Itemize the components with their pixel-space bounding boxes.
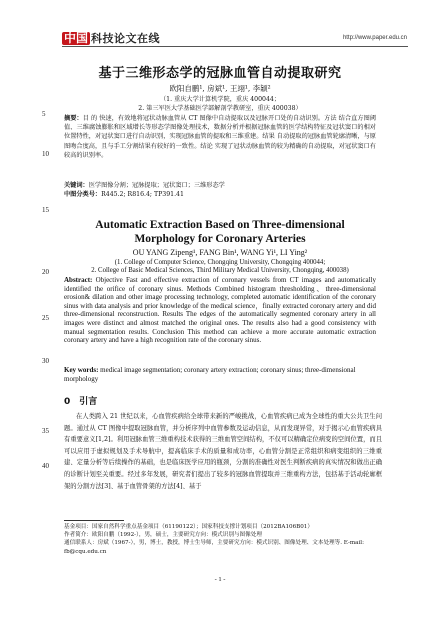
footnote-funding: 基金项目：国家自然科学重点基金项目（61190122）；国家科技支撑计划项目（2012BA106B01） xyxy=(64,524,313,530)
affiliation-en-1: (1. College of Computer Science, Chongqing University, Chongqing 400044; xyxy=(114,259,326,266)
affiliation-en-2: 2. College of Basic Medical Sciences, Third Military Medical University, Chongqing, 400038) xyxy=(91,267,349,274)
keywords-cn-text: 医学图像分割；冠脉提取；冠状窦口；三维形态学 xyxy=(88,182,225,189)
affiliation-cn-1: （1. 重庆大学计算机学院，重庆 400044； xyxy=(159,96,281,103)
affiliation-cn-2: 2. 第三军医大学基础医学部解剖学教研室，重庆 400038） xyxy=(138,105,302,112)
abstract-cn xyxy=(64,114,376,160)
keywords-cn xyxy=(64,180,384,189)
footnote-divider xyxy=(64,520,124,521)
title-en xyxy=(0,218,440,246)
page-number: - 1 - xyxy=(214,576,226,583)
keywords-cn-label: 关键词： xyxy=(64,182,89,189)
abstract-cn-label: 摘要： xyxy=(64,115,83,122)
keywords-en xyxy=(64,366,376,383)
logo-text: 科技论文在线 xyxy=(91,32,161,45)
abstract-en-text: Objective Fast and effective extraction of coronary vessels from CT images and automatically identified the orifice of coronary sinus. Methods Combined histogram thresholding、three-dimensional erosion& dilation and other image processing technology, completed automatic identification of the coronary sinus with data analysis and prior knowledge of the medical science，finally extracted coronary artery and did three-dimensional reconstruction. Results The edges of the automatically segmented coronary artery in all images were distinct and almost matched the original ones. The results also had a good consistency with manual segmentation results. Conclusion This method can achieve a more accurate automatic extraction coronary artery and have a high recognition rate of the coronary sinus. xyxy=(64,276,377,345)
line-number: 15 xyxy=(42,206,49,214)
title-en-line-1: Automatic Extraction Based on Three-dimensional xyxy=(95,219,345,231)
classification-cn xyxy=(64,189,384,198)
site-url[interactable]: http://www.paper.edu.cn xyxy=(342,35,407,41)
intro-paragraph: 在人类跨入 21 世纪以来，心血管疾病给全球带来新的严峻挑战，心血管疾病已成为全球性的重大公共卫生问题。通过从 CT 图像中提取冠脉血管，并分析序列中血管参数及运动信息，从而发现异常，对于揭示心血管疾病具有重要意义[1,2]。利用冠脉血管三维重构技术获得的三维血管空间结构，不仅可以精确定位病变的空间位置，而且可以应用于虚拟规划及手术导航中，提高临床手术的质量和成功率，心血管分割是正常组织和病变组织的三维重建、定量分析等后续操作的基础，也是临床医学应用的瓶颈，分割的准确性对医生判断疾病的真实情况和做出正确的诊断计划至关重要。经过多年发展，研究者们提出了较多的冠脉血管提取并三维重构方法，包括基于活动轮廓框架的分割方法[3]、基于血管骨架的方法[4]、基于 xyxy=(64,413,382,490)
title-cn: 基于三维形态学的冠脉血管自动提取研究 xyxy=(98,66,342,81)
footnotes xyxy=(64,523,382,556)
authors-cn: 欧阳自鹏¹, 房斌¹, 王翊¹, 李颖² xyxy=(169,84,271,93)
line-number: 25 xyxy=(42,314,49,322)
abstract-en xyxy=(64,276,376,345)
logo-mark: 中国 xyxy=(64,30,89,45)
footnote-correspondence: 通信联系人：房斌（1967-），男，博士，教授，博士生导师，主要研究方向：模式识别、图像处理、文本处理等. E-mail: fb@cqu.edu.cn xyxy=(64,540,364,555)
keywords-en-label: Key words: xyxy=(64,366,99,374)
abstract-en-label: Abstract: xyxy=(64,276,93,284)
section-heading-intro: 0 引言 xyxy=(64,397,98,407)
site-logo xyxy=(62,30,160,46)
line-number: 30 xyxy=(42,357,49,365)
line-number: 40 xyxy=(42,462,49,470)
authors-en: OU YANG Zipeng¹, FANG Bin¹, WANG Yi¹, LI Ying² xyxy=(132,248,308,257)
line-number: 10 xyxy=(42,150,49,158)
abstract-cn-text: 目 的 快速，有效地将冠状动脉血管从 CT 图像中自动提取以及冠脉开口处的自动识别。方法 结合直方图阈值、三维腐蚀膨胀和区域增长等形态学图像处理技术，数据分析并根据冠脉血管的医学结构特征及冠状窦口的相对位置特性，对冠状窦口进行自动识别，实现冠脉血管的提取和三维重建。结果 自动提取的冠脉血管轮廓清晰，与原图吻合度高，且与手工分割结果有较好的一致性。结论 实现了冠状动脉血管的较为精确的自动提取，对冠状窦口有较高的识别率。 xyxy=(64,115,376,159)
keywords-en-text: medical image segmentation; coronary artery extraction; coronary sinus; three-dimensional morphology xyxy=(64,366,356,383)
header-divider xyxy=(62,46,408,47)
line-number: 35 xyxy=(42,427,49,435)
footnote-author-bio: 作者简介：欧阳自鹏（1992-），男，硕士，主要研究方向：模式识别与图像处理 xyxy=(64,532,262,539)
page-header xyxy=(0,0,440,50)
title-en-line-2: Morphology for Coronary Arteries xyxy=(134,233,306,245)
line-number: 20 xyxy=(42,268,49,276)
classification-cn-label: 中图分类号： xyxy=(64,191,102,198)
classification-cn-text: R445.2; R816.4; TP391.41 xyxy=(101,191,184,198)
line-number: 5 xyxy=(42,110,46,118)
